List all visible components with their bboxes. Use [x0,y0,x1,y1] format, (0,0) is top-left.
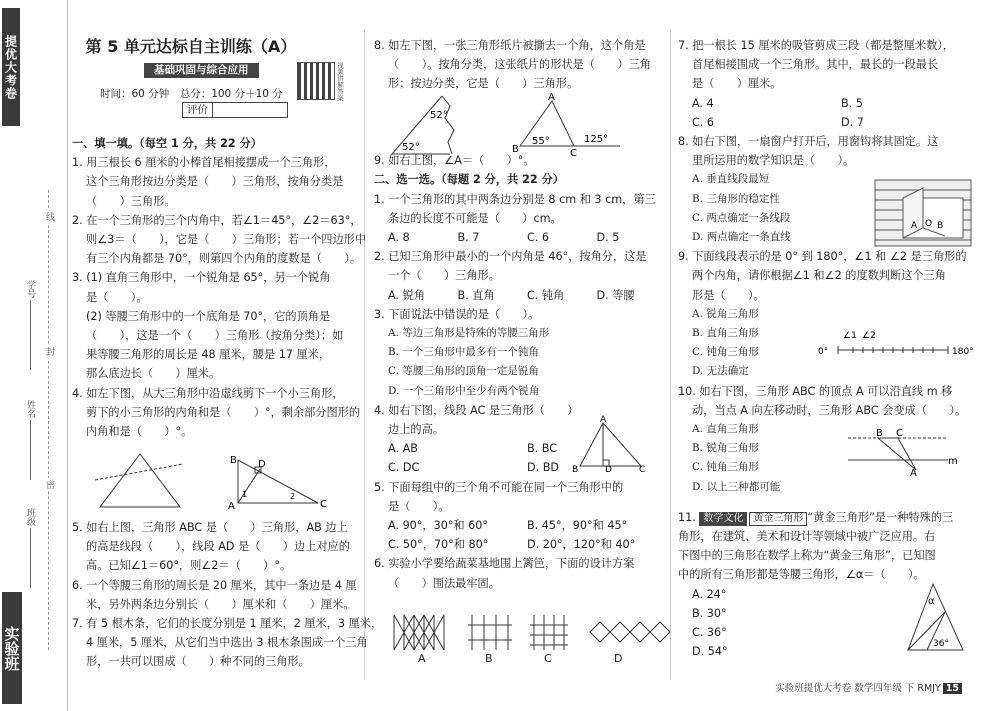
question-line: （ ）围法最牢固。 [388,576,500,590]
exam-meta: 时间：60 分钟 总分：100 分＋10 分 [100,88,283,100]
fig-label: A [548,92,555,103]
column-divider [670,30,671,680]
option: B. BC [527,442,558,456]
question-line: 形，一共可以围成（ ）种不同的三角形。 [86,655,310,669]
question-line: A. 垂直线段最短 [692,173,770,186]
figure-window-icon [873,178,973,248]
question-line: A. 直角三角形 [692,423,759,436]
question-line: (2) 等腰三角形中的一个底角是 70°，它的顶角是 [86,309,331,323]
question-line: 一个（ ）三角形。 [388,269,500,283]
question-line: 的高是线段（ ），线段 AD 是（ ）边上对应的 [86,540,350,554]
footer-text: 实验班提优大考卷 数学四年级 下 RMJY [775,683,941,694]
q11-tag-golden: 黄金三角形 [749,512,807,526]
fig-label: C [639,465,646,475]
score-label: 评价 [183,103,213,117]
question-line: 那么底边长（ ）厘米。 [86,367,221,381]
q11-tag-culture: 数学文化 [699,512,747,526]
figure-q5-triangle [230,455,330,510]
option: C. 钝角 [527,288,565,302]
fig-label: 1 [242,490,248,499]
fence-label: D [614,652,623,665]
question-line: 3. (1) 直角三角形中，一个锐角是 65°，另一个锐角 [72,271,331,285]
option-row [678,94,990,113]
question-line: 是（ ）厘米。 [692,77,782,91]
question-line: 5. 下面每组中的三个角不可能在同一个三角形中的 [374,480,624,494]
question-line: A. 等边三角形是特殊的等腰三角形 [388,327,550,340]
question-line: 8. 如左下图，一张三角形纸片被撕去一个角，这个角是 [374,39,646,52]
fig-angle: 55° [532,136,550,147]
question-line: 7. 有 5 根木条，它们的长度分别是 1 厘米，2 厘米，3 厘米， [72,617,383,631]
fig-label: D [258,459,266,470]
q11-text: “黄金三角形”是一种特殊的三 [807,511,954,524]
figure-q9-triangle [512,92,622,159]
question-line: A. 锐角三角形 [692,307,759,320]
question-line: 4. 如左下图，从大三角形中沿虚线剪下一个小三角形， [72,386,344,400]
question-line: 是（ ）。 [388,499,450,513]
section-heading: 一、填一填。（每空 1 分，共 22 分） [72,137,262,150]
fig-angle: 52° [430,110,448,121]
option: A. 4 [692,96,714,110]
question-line: 形是（ ）。 [692,288,765,302]
question-line: 6. 一个等腰三角形的周长是 20 厘米，其中一条边是 4 厘 [72,578,357,592]
question-line: B. 锐角三角形 [692,442,759,455]
field-label-class: 班级 [25,508,35,526]
question-line: 高。已知∠1＝60°，则∠2＝（ ）°。 [86,559,292,573]
fig-label: C [320,499,327,510]
score-box [182,102,288,118]
question-line: 1. 一个三角形的其中两条边分别是 8 cm 和 3 cm，第三 [374,192,656,206]
fig-label: A [911,221,918,231]
question-line: D. 无法确定 [692,365,749,378]
question-line: D. 以上三种都可能 [692,480,781,493]
figure-fences [392,610,642,665]
question-line: 下图中的三角形在数学上称为“黄金三角形”，已知图 [678,549,936,563]
fig-angle: 125° [584,134,609,145]
question-line: 4. 如右下图，线段 AC 是三角形（ ） [374,403,579,417]
question-line: D. 两点确定一条直线 [692,231,791,244]
page-title: 第 5 单元达标自主训练（A） [85,37,297,56]
question-line: C. 钝角三角形 [692,461,759,474]
field-line [30,420,31,480]
section-heading: 二、选一选。（每题 2 分，共 22 分） [374,173,564,187]
fig-label: B [512,144,519,155]
question-line: 边上的高。 [388,423,444,437]
question-line: 动，当点 A 向左移动时，三角形 ABC 会变成（ ）。 [692,403,967,417]
page-number: 15 [943,683,962,694]
question-line: （ ）三角形。 [86,194,176,208]
q11-number: 11. [678,511,696,524]
option-row [374,516,666,535]
brand-logo-top: 提优大考卷 [2,8,20,126]
option: C. DC [388,461,420,475]
question-line: 里所运用的数学知识是（ ）。 [692,154,855,168]
question-line: 有三个内角都是 70°，则第四个内角的度数是（ ）。 [86,252,362,266]
field-label-name: 姓名 [25,400,35,418]
fig-label: C [896,428,903,439]
question-line: B. 一个三角形中最多有一个钝角 [388,346,539,359]
option-row [374,535,666,554]
fig-label: B [876,428,883,439]
fence-label: C [544,652,552,665]
question-line: 4 厘米，5 厘米，从它们当中选出 3 根木条围成一个三角 [86,636,368,650]
question-line: A. 24° [692,587,727,601]
option: C. 6 [527,231,550,245]
option: D. 5 [596,231,620,245]
question-line: 是（ ）。 [86,290,148,304]
option: D. BD [527,461,560,475]
fig-label: C [570,148,577,159]
option: B. 45°，90°和 45° [527,519,628,533]
field-line [30,300,31,370]
fig-label: A [228,501,235,512]
figure-angle-scale [818,328,988,358]
question-line: 10. 如右下图，三角形 ABC 的顶点 A 可以沿直线 m 移 [678,384,953,398]
option: A. 锐角 [388,288,425,302]
question-line: 1. 用三根长 6 厘米的小棒首尾相接摆成一个三角形， [72,156,336,170]
question-line: （ ）。按角分类，这张纸片的形状是（ ）三角 [388,58,651,72]
fig-label: A [600,415,607,425]
question-line: 5. 如右上图，三角形 ABC 是（ ）三角形，AB 边上 [72,521,348,535]
fig-label: m [948,456,958,467]
question-line: 2. 已知三角形中最小的一个内角是 46°，按角分，这是 [374,250,647,264]
question-line: C. 两点确定一条线段 [692,211,791,224]
question-line: C. 36° [692,626,727,640]
question-11 [678,508,990,527]
subtitle-bar: 基础巩固与综合应用 [144,63,259,78]
option: A. 90°，30°和 60° [388,519,488,533]
fig-label: 0° [818,347,829,357]
figure-q2-4-triangle [572,415,646,475]
question-line: B. 30° [692,606,727,620]
fig-label: 180° [952,347,974,357]
brand-logo-bottom: 实验班 [2,592,22,704]
fig-angle: 52° [402,142,420,153]
question-line: （ ），这是一个（ ）三角形（按角分类）；如 [86,329,344,343]
fig-label: B [937,221,944,231]
cut-line [48,190,49,650]
fence-label: B [485,652,493,665]
fig-label: O [925,219,933,229]
field-label-id: 学号 [25,280,35,298]
option: B. 直角 [457,288,495,302]
question-line: D. 54° [692,645,728,659]
option: B. 7 [457,231,480,245]
figure-q8-torn-triangle [390,96,480,158]
question-line: 角形，在建筑、美术和设计等领域中被广泛应用。右 [678,530,936,543]
fig-label: A [910,468,917,479]
question-line: 这个三角形按边分类是（ ）三角形，按角分类是 [86,175,344,189]
column-divider [364,30,365,680]
question-line: 条边的长度不可能是（ ）cm。 [388,211,562,225]
option: B. 5 [841,96,863,110]
question-line: C. 等腰三角形的顶角一定是锐角 [388,365,539,378]
question-line: 中的所有三角形都是等腰三角形，∠α＝（ ）。 [678,568,925,582]
fig-label: B [230,455,237,466]
figure-golden-triangle [903,582,968,654]
fig-angle: ∠1 [843,331,857,341]
question-line: 9. 下面线段表示的是 0° 到 180°，∠1 和 ∠2 是三角形的 [678,250,967,264]
question-line: D. 一个三角形中至少有两个锐角 [388,384,540,397]
question-line: B. 三角形的稳定性 [692,192,780,205]
fig-label: D [605,465,612,475]
qr-label: 视频讲解答案 [336,62,344,101]
option: D. 20°，120°和 40° [527,538,636,552]
option: C. 50°，70°和 80° [388,538,489,552]
question-line: 形；按边分类，它是（ ）三角形。 [388,77,579,91]
question-line: C. 钝角三角形 [692,346,759,359]
question-line: 两个内角，请你根据∠1 和∠2 的度数判断这个三角 [692,269,946,283]
footer [775,680,962,694]
question-line: 8. 如右下图，一扇窗户打开后，用窗钩将其固定。这 [678,135,939,149]
option: A. AB [388,442,418,456]
option: C. 6 [692,115,715,129]
fig-label: B [572,465,579,475]
side-label: 密 [44,480,54,489]
option: A. 8 [388,231,410,245]
fence-label: A [418,652,426,665]
question-line: 内角和是（ ）°。 [86,425,193,439]
question-line: 剪下的小三角形的内角和是（ ）°，剩余部分图形的 [86,405,361,419]
question-line: 果等腰三角形的周长是 48 厘米，腰是 17 厘米， [86,348,331,362]
figure-q10-triangle [848,428,958,478]
side-label: 封 [44,347,54,356]
column-1 [72,134,383,672]
question-line: 6. 实验小学要给蔬菜基地围上篱笆，下面的设计方案 [374,557,635,571]
option: D. 等腰 [596,288,635,302]
question-line: 首尾相接围成一个三角形。其中，最长的一段最长 [692,58,939,72]
question-line: 则∠3＝（ ），它是（ ）三角形；若一个四边形中 [86,233,367,247]
question-line: 2. 在一个三角形的三个内角中，若∠1＝45°，∠2＝63°， [72,213,362,227]
figure-q4-triangle [95,452,185,512]
binding-sidebar [0,0,68,711]
question-line: 米，另外两条边分别长（ ）厘米和（ ）厘米。 [86,597,355,611]
fig-label: 2 [290,492,296,501]
option-row [374,228,666,247]
option-row [374,286,666,305]
field-line [30,528,31,588]
question-line: 7. 把一根长 15 厘米的吸管剪成三段（都是整厘米数）， [678,39,955,52]
fig-angle: α [928,596,935,607]
question-line: 9. 如右上图，∠A＝（ ）°。 [374,154,535,168]
side-label: 线 [44,212,54,221]
option: D. 7 [841,115,864,129]
fig-angle: ∠2 [862,331,876,341]
fig-angle: 36° [933,639,949,649]
question-line: 3. 下面说法中错误的是（ ）。 [374,307,540,321]
question-line: B. 直角三角形 [692,327,759,340]
option-row [678,113,990,132]
qr-code-icon[interactable] [297,62,335,100]
